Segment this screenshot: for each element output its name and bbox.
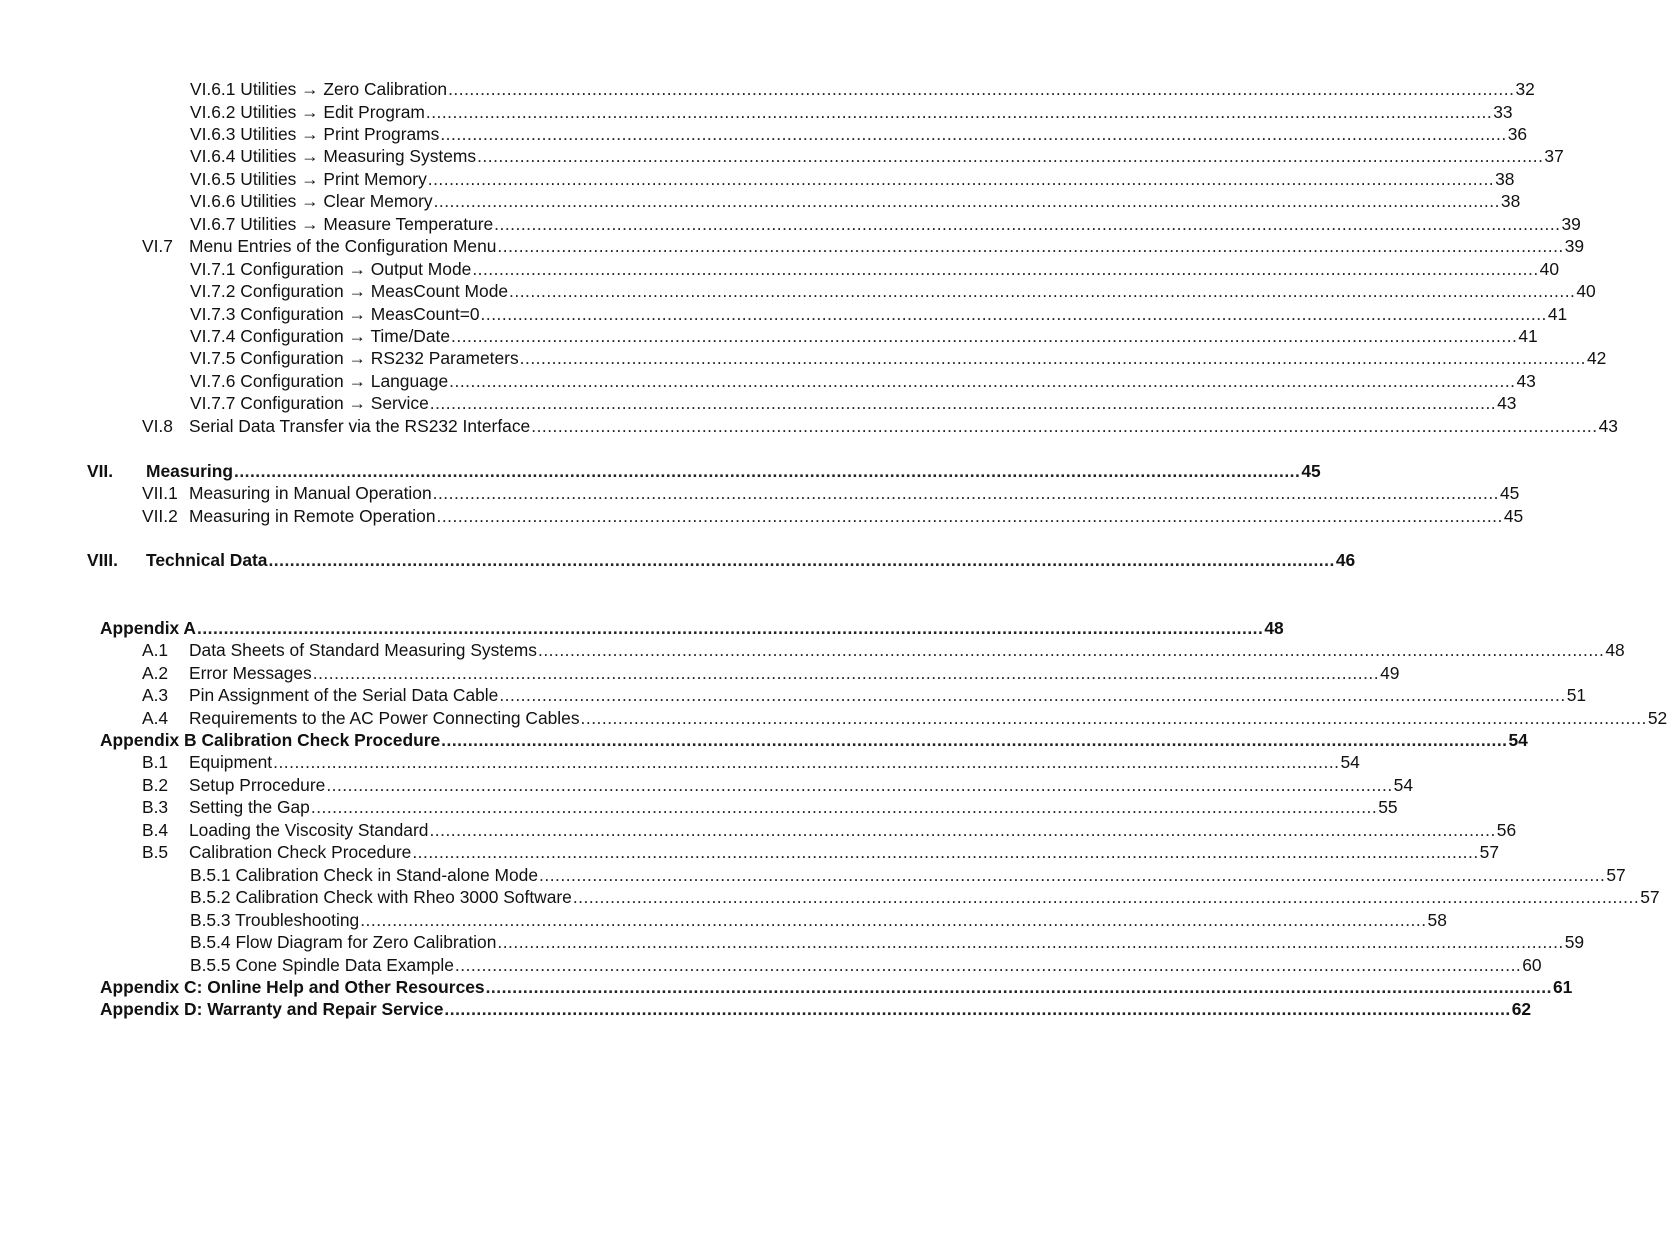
toc-entry[interactable] [142, 482, 1520, 504]
toc-entry[interactable] [190, 258, 1559, 280]
toc-entry-title: Setup Prrocedure [189, 775, 326, 795]
toc-entry[interactable] [190, 101, 1513, 123]
toc-entry[interactable] [190, 392, 1517, 414]
toc-entry[interactable] [100, 729, 1528, 751]
dot-leader: ........................................................................................................................................................................................................ [440, 124, 1507, 144]
toc-entry-page-number: 38 [1500, 191, 1521, 211]
toc-entry-page-number: 58 [1427, 910, 1447, 930]
toc-entry-title: Measuring in Manual Operation [189, 483, 432, 503]
dot-leader: ........................................................................................................................................................................................................ [572, 887, 1640, 907]
toc-entry-page-number: 42 [1587, 348, 1607, 368]
toc-entry[interactable] [190, 370, 1536, 392]
toc-entry[interactable] [190, 123, 1528, 145]
dot-leader: ........................................................................................................................................................................................................ [441, 730, 1508, 750]
toc-entry-title: Serial Data Transfer via the RS232 Interface [189, 416, 531, 436]
dot-leader: ........................................................................................................................................................................................................ [196, 618, 1264, 638]
toc-entry-title: Measuring [146, 461, 233, 481]
toc-entry-title: Equipment [189, 752, 273, 772]
toc-entry-page-number: 40 [1576, 281, 1596, 301]
dot-leader: ........................................................................................................................................................................................................ [433, 191, 1500, 211]
toc-entry-title: Appendix C: Online Help and Other Resources [100, 977, 485, 997]
dot-leader: ........................................................................................................................................................................................................ [444, 999, 1511, 1019]
dot-leader: ........................................................................................................................................................................................................ [580, 708, 1647, 728]
toc-entry[interactable] [100, 617, 1284, 639]
toc-entry-page-number: 54 [1340, 752, 1360, 772]
dot-leader: ........................................................................................................................................................................................................ [509, 281, 1576, 301]
toc-entry-page-number: 39 [1564, 236, 1585, 256]
toc-entry-number: B.4 [142, 820, 169, 840]
toc-entry[interactable] [190, 213, 1581, 235]
toc-entry-title: B.5.3 Troubleshooting [190, 910, 360, 930]
toc-entry-title: Technical Data [146, 550, 268, 570]
toc-entry[interactable] [190, 954, 1542, 976]
toc-entry-title: B.5.2 Calibration Check with Rheo 3000 Software [190, 887, 572, 907]
toc-entry-number: VII. [87, 461, 114, 481]
toc-entry-title: VI.6.1 Utilities → Zero Calibration [190, 79, 448, 99]
toc-entry-title: Menu Entries of the Configuration Menu [189, 236, 497, 256]
toc-entry-title: VI.7.5 Configuration → RS232 Parameters [190, 348, 519, 368]
toc-entry[interactable] [142, 235, 1585, 257]
toc-entry-title: VI.6.5 Utilities → Print Memory [190, 169, 427, 189]
toc-entry[interactable] [142, 662, 1400, 684]
toc-entry[interactable] [142, 751, 1360, 773]
dot-leader: ........................................................................................................................................................................................................ [494, 214, 1561, 234]
toc-entry-page-number: 37 [1544, 146, 1564, 166]
toc-entry[interactable] [142, 707, 1667, 729]
dot-leader: ........................................................................................................................................................................................................ [268, 550, 1335, 570]
toc-entry-page-number: 32 [1515, 79, 1535, 99]
dot-leader: ........................................................................................................................................................................................................ [425, 102, 1493, 122]
toc-entry-title: VI.6.6 Utilities → Clear Memory [190, 191, 433, 211]
toc-entry-number: A.1 [142, 640, 169, 660]
toc-entry-title: Pin Assignment of the Serial Data Cable [189, 685, 499, 705]
toc-entry-page-number: 57 [1479, 842, 1500, 862]
toc-entry-page-number: 45 [1301, 461, 1321, 481]
toc-entry-page-number: 60 [1522, 955, 1542, 975]
dot-leader: ........................................................................................................................................................................................................ [477, 146, 1544, 166]
toc-entry-number: B.1 [142, 752, 169, 772]
toc-entry-page-number: 39 [1561, 214, 1581, 234]
dot-leader: ........................................................................................................................................................................................................ [310, 797, 1378, 817]
toc-entry-page-number: 48 [1605, 640, 1625, 660]
toc-entry[interactable] [190, 909, 1447, 931]
dot-leader: ........................................................................................................................................................................................................ [429, 820, 1496, 840]
toc-entry-title: VI.7.7 Configuration → Service [190, 393, 429, 413]
toc-entry[interactable] [190, 347, 1607, 369]
dot-leader: ........................................................................................................................................................................................................ [360, 910, 1427, 930]
toc-entry-page-number: 59 [1564, 932, 1585, 952]
toc-entry[interactable] [87, 460, 1321, 482]
toc-entry-page-number: 38 [1495, 169, 1515, 189]
toc-entry[interactable] [142, 841, 1500, 863]
toc-entry-number: B.5 [142, 842, 169, 862]
toc-entry-number: VII.2 [142, 506, 178, 526]
dot-leader: ........................................................................................................................................................................................................ [497, 236, 1564, 256]
toc-entry-page-number: 43 [1598, 416, 1618, 436]
toc-entry[interactable] [190, 325, 1538, 347]
dot-leader: ........................................................................................................................................................................................................ [497, 932, 1564, 952]
toc-entry[interactable] [190, 886, 1660, 908]
toc-entry-title: VI.7.1 Configuration → Output Mode [190, 259, 472, 279]
dot-leader: ........................................................................................................................................................................................................ [480, 304, 1547, 324]
toc-entry-page-number: 56 [1496, 820, 1517, 840]
dot-leader: ........................................................................................................................................................................................................ [273, 752, 1340, 772]
dot-leader: ........................................................................................................................................................................................................ [519, 348, 1586, 368]
toc-entry-title: B.5.4 Flow Diagram for Zero Calibration [190, 932, 497, 952]
toc-entry[interactable] [190, 931, 1585, 953]
toc-entry[interactable] [142, 684, 1587, 706]
toc-entry-title: Loading the Viscosity Standard [189, 820, 429, 840]
dot-leader: ........................................................................................................................................................................................................ [539, 865, 1606, 885]
toc-entry-title: VI.6.2 Utilities → Edit Program [190, 102, 425, 122]
toc-entry-number: B.3 [142, 797, 169, 817]
toc-entry-page-number: 45 [1499, 483, 1520, 503]
dot-leader: ........................................................................................................................................................................................................ [448, 79, 1515, 99]
toc-entry-number: VI.8 [142, 416, 173, 436]
dot-leader: ........................................................................................................................................................................................................ [326, 775, 1393, 795]
toc-entry-page-number: 54 [1393, 775, 1413, 795]
toc-entry-title: VI.7.2 Configuration → MeasCount Mode [190, 281, 509, 301]
dot-leader: ........................................................................................................................................................................................................ [436, 506, 1503, 526]
dot-leader: ........................................................................................................................................................................................................ [449, 371, 1516, 391]
dot-leader: ........................................................................................................................................................................................................ [427, 169, 1495, 189]
toc-entry[interactable] [190, 864, 1626, 886]
toc-entry[interactable] [87, 549, 1356, 571]
toc-entry-title: VI.7.4 Configuration → Time/Date [190, 326, 451, 346]
toc-entry-title: Appendix D: Warranty and Repair Service [100, 999, 444, 1019]
toc-entry-page-number: 43 [1516, 371, 1536, 391]
toc-entry-page-number: 54 [1508, 730, 1528, 750]
toc-entry-title: Measuring in Remote Operation [189, 506, 436, 526]
toc-entry-title: Appendix B Calibration Check Procedure [100, 730, 441, 750]
toc-entry-page-number: 36 [1507, 124, 1528, 144]
dot-leader: ........................................................................................................................................................................................................ [451, 326, 1518, 346]
toc-entry-title: B.5.5 Cone Spindle Data Example [190, 955, 454, 975]
toc-entry-page-number: 45 [1503, 506, 1524, 526]
toc-entry[interactable] [142, 796, 1398, 818]
toc-entry-number: VII.1 [142, 483, 178, 503]
dot-leader: ........................................................................................................................................................................................................ [429, 393, 1497, 413]
toc-entry-page-number: 33 [1493, 102, 1513, 122]
toc-entry-page-number: 48 [1264, 618, 1284, 638]
toc-entry[interactable] [100, 976, 1573, 998]
toc-entry-number: B.2 [142, 775, 169, 795]
toc-entry[interactable] [142, 774, 1413, 796]
toc-entry[interactable] [190, 168, 1515, 190]
toc-entry-page-number: 41 [1518, 326, 1538, 346]
toc-entry[interactable] [142, 505, 1524, 527]
toc-entry[interactable] [100, 998, 1532, 1020]
toc-entry-page-number: 52 [1647, 708, 1667, 728]
toc-entry-title: Setting the Gap [189, 797, 310, 817]
toc-entry-page-number: 40 [1539, 259, 1559, 279]
toc-entry[interactable] [190, 280, 1596, 302]
toc-entry-page-number: 46 [1335, 550, 1356, 570]
toc-entry-title: VI.6.7 Utilities → Measure Temperature [190, 214, 494, 234]
toc-entry-title: B.5.1 Calibration Check in Stand-alone Mode [190, 865, 539, 885]
toc-entry[interactable] [142, 819, 1517, 841]
dot-leader: ........................................................................................................................................................................................................ [432, 483, 1499, 503]
toc-entry-page-number: 43 [1497, 393, 1517, 413]
toc-entry[interactable] [190, 190, 1521, 212]
toc-entry-title: VI.7.6 Configuration → Language [190, 371, 449, 391]
toc-entry-title: Error Messages [189, 663, 312, 683]
dot-leader: ........................................................................................................................................................................................................ [312, 663, 1380, 683]
dot-leader: ........................................................................................................................................................................................................ [233, 461, 1301, 481]
dot-leader: ........................................................................................................................................................................................................ [531, 416, 1598, 436]
toc-entry-page-number: 61 [1552, 977, 1573, 997]
dot-leader: ........................................................................................................................................................................................................ [499, 685, 1566, 705]
dot-leader: ........................................................................................................................................................................................................ [472, 259, 1539, 279]
toc-entry-title: Appendix A [100, 618, 196, 638]
toc-entry-page-number: 62 [1511, 999, 1532, 1019]
toc-entry[interactable] [142, 639, 1625, 661]
toc-entry-title: Calibration Check Procedure [189, 842, 412, 862]
toc-entry-page-number: 55 [1378, 797, 1398, 817]
toc-entry-page-number: 57 [1606, 865, 1626, 885]
toc-entry-title: Requirements to the AC Power Connecting Cables [189, 708, 580, 728]
toc-entry[interactable] [190, 78, 1535, 100]
toc-entry-number: A.3 [142, 685, 169, 705]
toc-entry-title: VI.7.3 Configuration → MeasCount=0 [190, 304, 480, 324]
toc-entry-title: Data Sheets of Standard Measuring Systems [189, 640, 537, 660]
toc-entry-number: A.2 [142, 663, 169, 683]
dot-leader: ........................................................................................................................................................................................................ [485, 977, 1552, 997]
dot-leader: ........................................................................................................................................................................................................ [538, 640, 1605, 660]
toc-entry-page-number: 57 [1640, 887, 1660, 907]
toc-entry-page-number: 51 [1566, 685, 1587, 705]
toc-entry-title: VI.6.4 Utilities → Measuring Systems [190, 146, 477, 166]
toc-entry-page-number: 41 [1547, 304, 1568, 324]
toc-entry-number: A.4 [142, 708, 169, 728]
toc-entry[interactable] [190, 145, 1564, 167]
toc-entry[interactable] [142, 415, 1618, 437]
toc-entry[interactable] [190, 303, 1568, 325]
toc-entry-page-number: 49 [1380, 663, 1400, 683]
toc-entry-title: VI.6.3 Utilities → Print Programs [190, 124, 440, 144]
toc-entry-number: VI.7 [142, 236, 173, 256]
toc-entry-number: VIII. [87, 550, 118, 570]
dot-leader: ........................................................................................................................................................................................................ [412, 842, 1479, 862]
dot-leader: ........................................................................................................................................................................................................ [454, 955, 1522, 975]
